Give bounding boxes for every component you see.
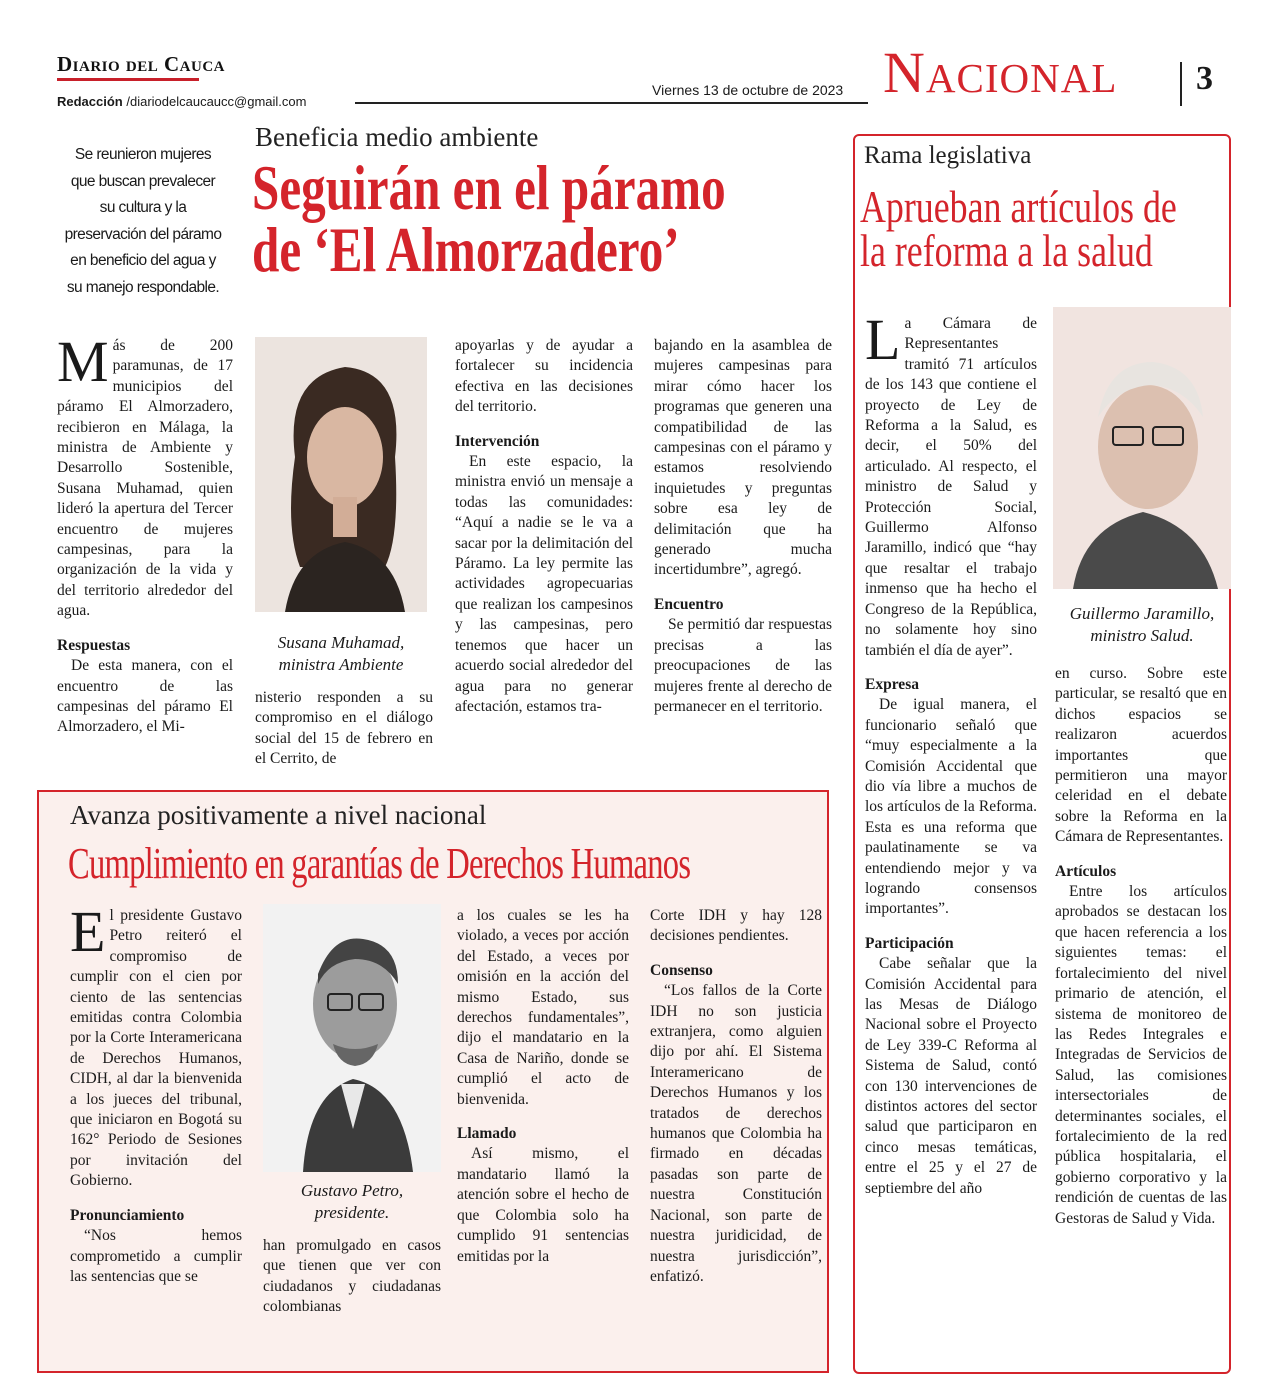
salud-col2-paragraph: en curso. Sobre este particular, se resaltó que en dichos espacios se realizaron acuerdos importantes que permitieron una mayor celeridad en el debate sobre la Reforma en la Cámara de Representantes.: [1055, 665, 1227, 846]
portrait-photo-susana-muhamad: [255, 337, 427, 612]
redaccion-email: /diariodelcaucaucc@gmail.com: [122, 94, 307, 109]
main-headline-line2: de ‘El Almorzadero’: [252, 215, 680, 285]
petro-portrait-icon: [263, 904, 441, 1172]
salud-col1-paragraph-3: Cabe señalar que la Comisión Accidental para las Mesas de Diálogo Nacional sobre el Proyecto de Ley 339-C Reforma al Sistema de Salud, contó con 130 intervenciones de distintos actores del sector salud que participaron en cinco mesas temáticas, entre el 25 y el 27 de septiembre del año: [865, 955, 1037, 1197]
ddhh-kicker: Avanza positivamente a nivel nacional: [70, 800, 487, 830]
main-headline-line1: Seguirán en el páramo: [252, 153, 726, 223]
main-col1-paragraph: [57, 329, 233, 622]
salud-subhead-articulos: Artículos: [1055, 862, 1117, 880]
ddhh-col-4: [650, 906, 822, 1287]
main-col3-paragraph: apoyarlas y de ayudar a fortalecer su incidencia efectiva en las decisiones del territorio.: [455, 337, 633, 416]
petro-caption-name: Gustavo Petro,: [300, 1181, 404, 1200]
page-number: 3: [1196, 60, 1213, 97]
main-col1-text: ás de 200 paramunas, de 17 municipios del páramo El Almorzadero, recibieron en Málaga, la ministra de Ambiente y Desarrollo Sostenible, Susana Muhamad, quien lideró la apertura del Tercer encuentro de mujeres campesinas, para la organización de la vida y del territorio alrededor del agua.: [57, 337, 233, 620]
ddhh-subhead-llamado: Llamado: [457, 1125, 517, 1143]
salud-col2-paragraph-2: Entre los artículos aprobados se destacan los que hacen referencia a los siguientes temas: el fortalecimiento del nivel primario de atención, el sistema de monitoreo de las Redes Integrales e Integradas de Servicios de Salud, las comisiones intersectoriales de determinantes sociales, el fortalecimiento de la red pública hospitalaria, el gobierno corporativo y la rendición de cuentas de las Gestoras de Salud y Vida.: [1055, 883, 1227, 1227]
main-article-lead: Se reunieron mujeres que buscan prevalecer su cultura y la preservación del páramo en beneficio del agua y su manejo respondable.: [64, 146, 222, 296]
main-col4-paragraph-2: Se permitió dar respuestas precisas a las preocupaciones de las mujeres frente al derecho de permanecer en el territorio.: [654, 616, 832, 715]
main-subhead-respuestas: Respuestas: [57, 636, 131, 654]
jaramillo-caption: [1045, 603, 1239, 647]
date-divider: [355, 102, 868, 104]
susana-caption: [255, 632, 427, 676]
salud-col1-text: a Cámara de Representantes tramitó 71 artículos de los 143 que contiene el proyecto de Ley de Reforma a la Salud, es decir, el 50% del articulado. Al respecto, el ministro de Salud y Protección Social, Guillermo Alfonso Jaramillo, indicó que “hay que resaltar el trabajo inmenso que ha hecho el Congreso de la República, no solamente hoy sino también el día de ayer”.: [865, 315, 1037, 659]
main-col-2: [255, 688, 433, 770]
salud-subhead-expresa: Expresa: [865, 675, 919, 693]
main-subhead-encuentro: Encuentro: [654, 595, 724, 613]
ddhh-headline: Cumplimiento en garantías de Derechos Humanos: [68, 839, 691, 888]
ddhh-dropcap: E: [70, 899, 106, 964]
ddhh-col4-paragraph-2: “Los fallos de la Corte IDH no son justicia extranjera, como alguien dijo por ahí. El Sistema Interamericano de Derechos Humanos y los tratados de derechos humanos que Colombia ha firmado en décadas pasadas son parte de nuestra Constitución Nacional, son parte de nuestra juridicidad, de nuestra jurisdicción”, enfatizó.: [650, 982, 822, 1285]
main-col4-paragraph: bajando en la asamblea de mujeres campesinas para mirar cómo hacer los programas que generen una compatibilidad de las campesinas con el páramo y estamos resolviendo inquietudes y preguntas sobre esa ley de delimitación que ha generado mucha incertidumbre”, agregó.: [654, 337, 832, 579]
petro-caption-role: presidente.: [314, 1203, 390, 1222]
redaccion-line: [57, 94, 306, 109]
ddhh-col-2: [263, 1236, 441, 1318]
main-col2-paragraph: nisterio responden a su compromiso en el diálogo social del 15 de febrero en el Cerrito, de: [255, 689, 433, 768]
main-col-4: [654, 336, 832, 717]
main-col3-paragraph-2: En este espacio, la ministra envió un mensaje a todas las comunidades: “Aquí a nadie se le va a sacar por la delimitación del Páramo. La ley permite las actividades agropecuarias que realizan los campesinos y las campesinas, pero tenemos que hacer un acuerdo social alrededor del agua para no generar afectación, estamos tra-: [455, 453, 633, 715]
main-subhead-intervencion: Intervención: [455, 432, 540, 450]
ddhh-col-3: [457, 906, 629, 1267]
salud-dropcap: L: [865, 307, 901, 372]
ddhh-col-1: [70, 899, 242, 1287]
section-title: Nacional: [883, 40, 1118, 105]
ddhh-col4-paragraph: Corte IDH y hay 128 decisiones pendientes.: [650, 907, 822, 945]
salud-col-2: [1055, 664, 1227, 1229]
brand-underline: [57, 78, 199, 81]
main-dropcap: M: [57, 329, 109, 394]
issue-date: Viernes 13 de octubre de 2023: [652, 82, 844, 98]
ddhh-subhead-consenso: Consenso: [650, 961, 713, 979]
main-col-3: [455, 336, 633, 717]
jaramillo-caption-role: ministro Salud.: [1090, 626, 1194, 645]
jaramillo-portrait-icon: [1053, 307, 1231, 589]
main-col1-paragraph-2: De esta manera, con el encuentro de las campesinas del páramo El Almorzadero, el Mi-: [57, 657, 233, 736]
salud-headline-line2: la reforma a la salud: [860, 225, 1153, 276]
salud-headline: [860, 181, 1203, 276]
salud-kicker: Rama legislativa: [864, 142, 1032, 169]
portrait-photo-gustavo-petro: [263, 904, 441, 1172]
salud-col1-paragraph: [865, 307, 1037, 661]
section-divider: [1180, 62, 1182, 106]
salud-headline-line1: Aprueban artículos de: [860, 181, 1177, 232]
ddhh-col3-paragraph: a los cuales se les ha violado, a veces por acción del Estado, a veces por omisión en la acción del mismo Estado, sus derechos fundamentales”, dijo el mandatario en la Casa de Nariño, donde se cumplió el acto de bienvenida.: [457, 907, 629, 1108]
main-article-kicker: Beneficia medio ambiente: [255, 122, 539, 152]
main-article-headline: [252, 153, 726, 285]
ddhh-col2-paragraph: han promulgado en casos que tienen que ver con ciudadanos y ciudadanas colombianas: [263, 1237, 441, 1316]
main-col-1: [57, 329, 233, 738]
susana-caption-role: ministra Ambiente: [278, 655, 404, 674]
ddhh-col3-paragraph-2: Así mismo, el mandatario llamó la atención sobre el hecho de que Colombia solo ha cumplido 91 sentencias emitidas por la: [457, 1145, 629, 1265]
portrait-photo-guillermo-jaramillo: [1053, 307, 1231, 589]
newspaper-brand: Diario del Cauca: [57, 52, 226, 76]
petro-caption: [263, 1180, 441, 1224]
salud-col1-paragraph-2: De igual manera, el funcionario señaló que “muy especialmente a la Comisión Accidental que dio vía libre a muchos de los artículos de la Reforma. Esta es una reforma que paulatinamente se va entendiendo mejor y va logrando consensos importantes”.: [865, 696, 1037, 918]
ddhh-col1-text: l presidente Gustavo Petro reiteró el compromiso de cumplir con el cien por ciento de las sentencias emitidas contra Colombia por la Corte Interamericana de Derechos Humanos, CIDH, al dar la bienvenida a los jueces del tribunal, que iniciaron en Bogotá su 162° Periodo de Sesiones por invitación del Gobierno.: [70, 907, 242, 1190]
ddhh-col1-paragraph: [70, 899, 242, 1192]
salud-col-1: [865, 307, 1037, 1199]
salud-subhead-participacion: Participación: [865, 934, 954, 952]
susana-caption-name: Susana Muhamad,: [277, 633, 405, 652]
ddhh-subhead-pronunciamiento: Pronunciamiento: [70, 1206, 185, 1224]
ddhh-col1-paragraph-2: “Nos hemos comprometido a cumplir las sentencias que se: [70, 1227, 242, 1285]
susana-portrait-icon: [255, 337, 427, 612]
redaccion-label: Redacción: [57, 94, 123, 109]
jaramillo-caption-name: Guillermo Jaramillo,: [1069, 604, 1215, 623]
